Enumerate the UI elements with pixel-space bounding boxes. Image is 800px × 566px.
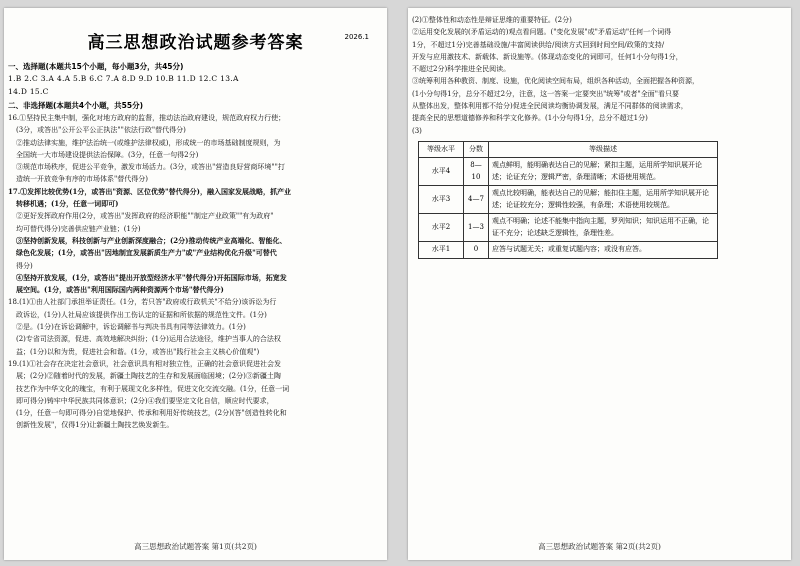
page-title bbox=[8, 28, 383, 53]
grading-rows bbox=[419, 158, 718, 259]
table-header-row bbox=[419, 141, 718, 158]
answer-line: 提高全民的思想道德修养和科学文化修养。(1小分句得1分，总分不超过1分) bbox=[412, 114, 648, 123]
exam-date: 2026.1 bbox=[344, 33, 369, 41]
answer-line: 绿色化发展；(1分，或答出"因地制宜发展新质生产力"或"产业结构优化升级"可替代 bbox=[16, 248, 277, 258]
answer-line: (2)专省司法资源，促进、高效地解决纠纷；(1分)运用合法途径，维护当事人的合法权 bbox=[16, 335, 281, 344]
page-1-content bbox=[8, 14, 383, 532]
answer-line: 不超过2分)科学推进全民阅读。 bbox=[412, 65, 511, 74]
answer-page-1 bbox=[4, 8, 387, 560]
answer-line: 展空间。(1分，或答出"利用国际国内两种资源两个市场"替代得分) bbox=[16, 285, 224, 295]
answer-line: ③统筹利用各种教资、制度、设施，优化阅读空间布局，组织各种活动，全面把握各种资源， bbox=[412, 77, 699, 86]
table-row bbox=[419, 186, 718, 214]
table-cell-score: 1—3 bbox=[464, 214, 489, 242]
answer-line: 从整体出发，整体利用都不给分)促进全民阅读均衡协调发展，满足不同群体的阅读需求， bbox=[412, 102, 688, 111]
page-footer: 高三思想政治试题答案 第1页(共2页) bbox=[134, 542, 257, 551]
answer-line: 即可得分)铸牢中华民族共同体意识；(2分)④我们要坚定文化自信，顺应时代要求， bbox=[16, 396, 274, 405]
answer-line: ③规范市场秩序，促进公平竞争，激发市场活力。(3分，或答出"营造良好营商环境""打 bbox=[16, 163, 285, 172]
choice-answers-row-2: 14.D 15.C bbox=[8, 86, 49, 96]
answer-line: ④坚持开放发展，(1分，或答出"提出开放型经济水平"替代得分)开拓国际市场，拓宽发 bbox=[16, 272, 287, 282]
answer-lines bbox=[412, 14, 787, 137]
section-2-heading: 二、非选择题(本题共4个小题，共55分) bbox=[8, 101, 144, 110]
section-1-heading: 一、选择题(本题共15个小题，每小题3分，共45分) bbox=[8, 62, 184, 71]
table-cell-score: 4—7 bbox=[464, 186, 489, 214]
header-score: 分数 bbox=[464, 141, 489, 158]
answer-line: 1分，不超过1分)完善基础设施/丰富阅读供给/阅读方式回到时间空间/政策的支持/ bbox=[412, 40, 665, 49]
answer-line: (2)①整体性和动态性是辩证思维的重要特征。(2分) bbox=[412, 16, 572, 24]
choice-answers-row-1: 1.B 2.C 3.A 4.A 5.B 6.C 7.A 8.D 9.D 10.B 11.D 12.C 13.A bbox=[8, 74, 239, 83]
answer-line: 造统一开放竞争有序的市场体系"替代得分) bbox=[16, 175, 148, 184]
table-cell-desc: 应答与试题无关；或重复试题内容；或没有应答。 bbox=[489, 242, 718, 259]
answer-page-2 bbox=[408, 8, 791, 560]
answer-line: 益；(1分)以和为贵，促进社会和谐。(1分，或答出"践行社会主义核心价值观") bbox=[16, 347, 260, 356]
answer-line: 19.(1)①社会存在决定社会意识，社会意识具有相对独立性，正确的社会意识促进社会发 bbox=[8, 359, 282, 368]
answer-line: 政诉讼，(1分)人社局应该提供作出工伤认定的证据和所依据的规范性文件。(1分) bbox=[16, 310, 267, 319]
answer-line: 技艺作为中华文化的瑰宝，有利于展现文化多样性，促进文化交流交融。(1分，任意一词 bbox=[16, 384, 290, 393]
table-cell-level: 水平4 bbox=[419, 158, 464, 186]
answer-line: 全国统一大市场建设提供法治保障。(3分，任意一句得2分) bbox=[16, 150, 199, 159]
answer-line: ②更好发挥政府作用(2分，或答出"发挥政府的经济职能""制定产业政策""有为政府" bbox=[16, 212, 274, 221]
answer-line: 均可替代得分)完善供应链产业链；(1分) bbox=[16, 224, 141, 233]
answer-line: 转移机遇；(1分，任意一词即可) bbox=[16, 199, 119, 209]
page-footer: 高三思想政治试题答案 第2页(共2页) bbox=[538, 542, 661, 551]
table-row bbox=[419, 158, 718, 186]
answer-line: (3) bbox=[412, 126, 422, 135]
title-text: 高三思想政治试题参考答案 bbox=[87, 33, 304, 53]
answer-line: 创新性发展"，仅得1分)让新疆土陶技艺焕发新生。 bbox=[16, 421, 174, 430]
page-2-content bbox=[412, 14, 787, 532]
answer-line: 17.①发挥比较优势(1分，或答出"资源、区位优势"替代得分)，融入国家发展战略，抓产业 bbox=[8, 186, 291, 196]
answer-line: ②推动法律实施，维护法治统一(或维护法律权威)，形成统一的市场基础制度规则，为 bbox=[16, 138, 281, 147]
answer-line: ②运用变化发展的(矛盾运动的)观点看问题。("变化发展"或"矛盾运动"任何一个词得 bbox=[412, 28, 672, 37]
header-level: 等级水平 bbox=[419, 141, 464, 158]
table-cell-level: 水平1 bbox=[419, 242, 464, 259]
table-cell-level: 水平3 bbox=[419, 186, 464, 214]
answer-line: (1分，任意一句即可得分)自觉地保护、传承和利用好传统技艺，(2分)(答"创造性转化和 bbox=[16, 409, 287, 418]
answer-line: ②是。(1分)在诉讼调解中，诉讼调解书与判决书具有同等法律效力。(1分) bbox=[16, 323, 246, 332]
table-cell-desc: 观点不明确；论述不能集中指向主题，罗列知识；知识运用不正确，论证不充分；论述缺乏逻辑性，条理性差。 bbox=[489, 214, 718, 242]
answer-line: (1小分句得1分，总分不超过2分，注意，这一答案一定要突出"统筹"或者"全面"看只要 bbox=[412, 89, 679, 98]
answer-line: 开发与应用激技术、新载体、新设施等。(体现动态变化的词即可，任何1小分句得1分， bbox=[412, 52, 683, 61]
table-row bbox=[419, 214, 718, 242]
header-description: 等级描述 bbox=[489, 141, 718, 158]
answer-line: 得分) bbox=[16, 261, 33, 270]
table-cell-score: 0 bbox=[464, 242, 489, 259]
table-cell-desc: 观点鲜明，能明确表达自己的见解；紧扣主题，运用所学知识展开论述；论证充分；逻辑严密，条理清晰；术语使用规范。 bbox=[489, 158, 718, 186]
table-cell-desc: 观点比较明确，能表达自己的见解；能扣住主题，运用所学知识展开论述；论证较充分；逻辑性较强，有条理；术语使用较规范。 bbox=[489, 186, 718, 214]
answer-line: 16.①坚持民主集中制，强化对地方政府的监督，推动法治政府建设，规范政府权力行使； bbox=[8, 114, 286, 122]
answer-line: ③坚持创新发展，科技创新与产业创新深度融合；(2分)推动传统产业高端化、智能化、 bbox=[16, 235, 287, 245]
answer-line: (3分，或答出"公开公平公正执法""依法行政"替代得分) bbox=[16, 126, 186, 135]
table-cell-score: 8—10 bbox=[464, 158, 489, 186]
table-cell-level: 水平2 bbox=[419, 214, 464, 242]
answer-line: 18.(1)①由人社部门承担举证责任。(1分，若只答"政府或行政机关"不给分)该诉讼为行 bbox=[8, 298, 277, 307]
grading-table bbox=[418, 141, 718, 259]
table-row bbox=[419, 242, 718, 259]
answer-line: 展；(2分)②随着时代的发展，新疆土陶技艺的生存和发展面临困境；(2分)③新疆土陶 bbox=[16, 372, 281, 381]
answer-lines bbox=[8, 112, 383, 432]
